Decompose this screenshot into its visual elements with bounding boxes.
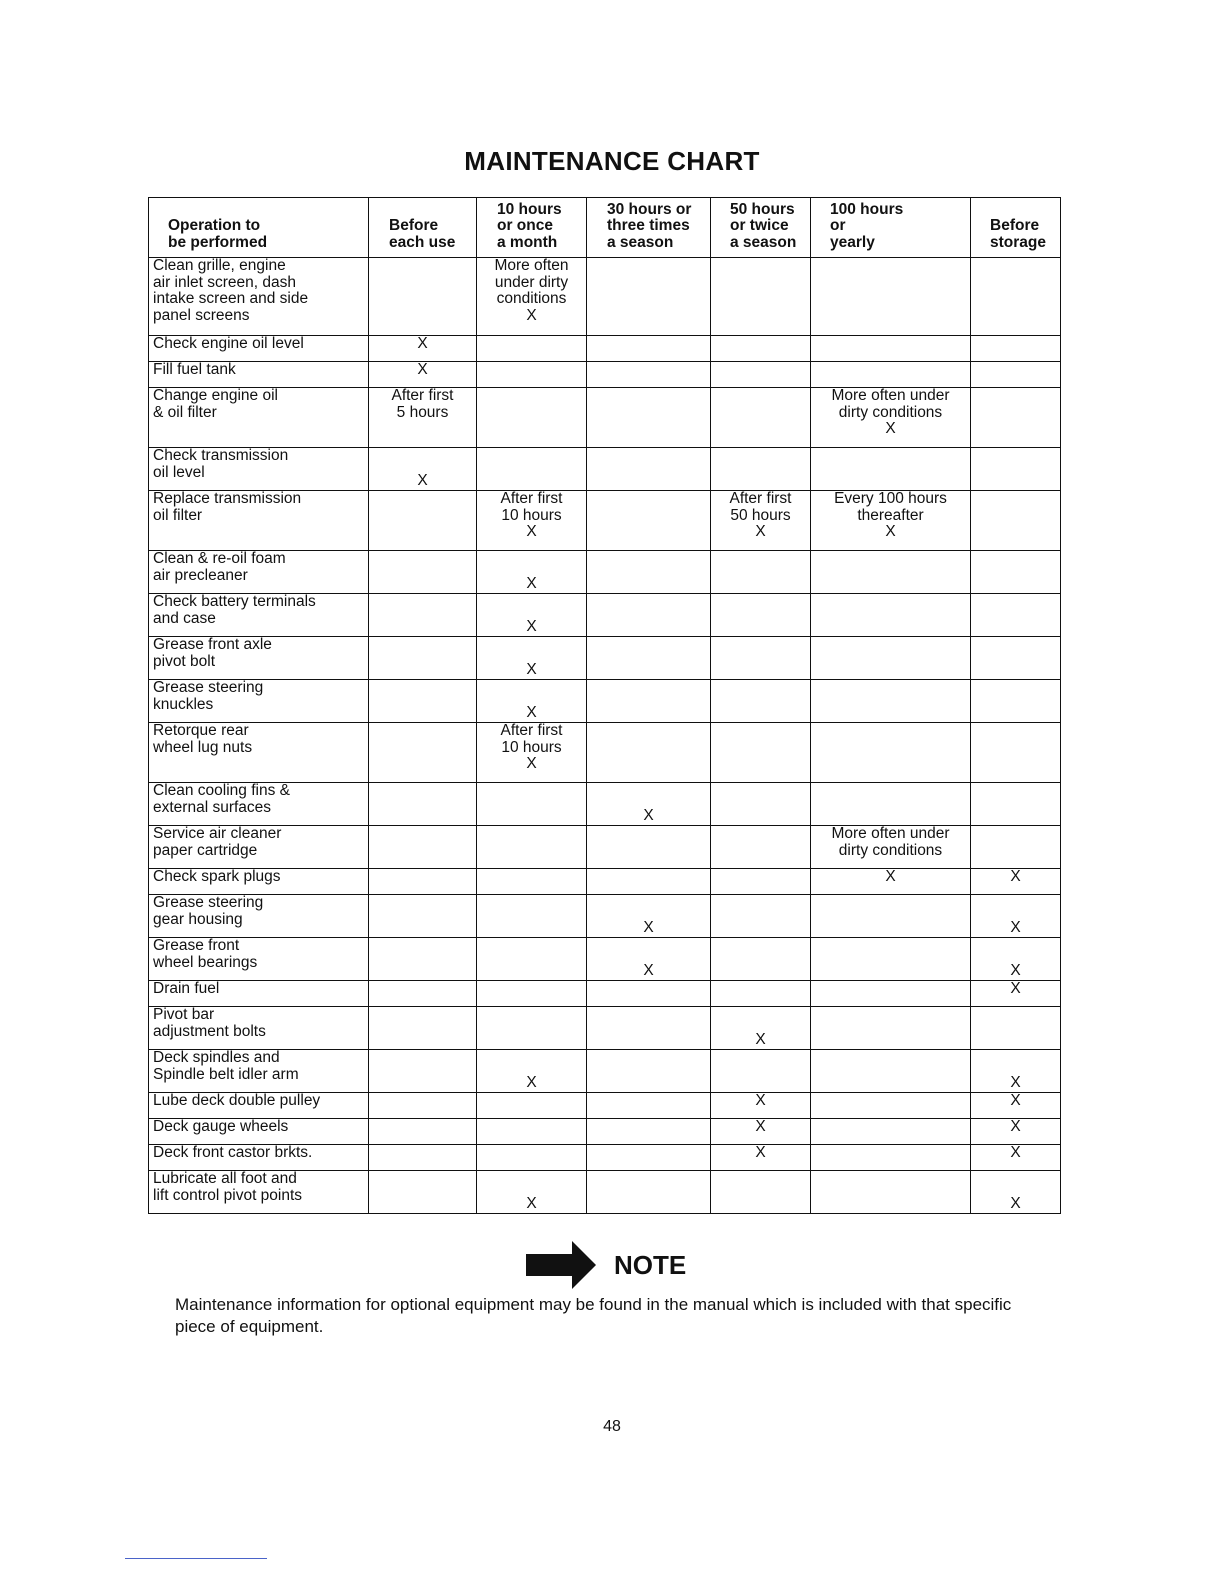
- schedule-cell: [711, 551, 811, 594]
- schedule-cell: [971, 783, 1061, 826]
- table-row: [149, 680, 1061, 723]
- table-row: [149, 826, 1061, 869]
- schedule-cell: [369, 1171, 477, 1214]
- schedule-cell: [811, 1145, 971, 1171]
- schedule-cell: [587, 551, 711, 594]
- schedule-cell: [811, 1050, 971, 1093]
- schedule-cell: [971, 637, 1061, 680]
- schedule-cell: [477, 336, 587, 362]
- schedule-cell: [811, 1171, 971, 1214]
- operation-cell: Pivot bar adjustment bolts: [149, 1007, 369, 1050]
- schedule-cell: After first 5 hours: [369, 388, 477, 448]
- table-row: [149, 895, 1061, 938]
- schedule-cell: [811, 336, 971, 362]
- schedule-cell: [971, 491, 1061, 551]
- schedule-cell: [711, 637, 811, 680]
- page-number: 48: [603, 1418, 621, 1435]
- schedule-cell: [971, 594, 1061, 637]
- table-row: [149, 1093, 1061, 1119]
- schedule-cell: [587, 637, 711, 680]
- schedule-cell: X: [477, 594, 587, 637]
- schedule-cell: [369, 783, 477, 826]
- table-row: [149, 362, 1061, 388]
- schedule-cell: X: [811, 869, 971, 895]
- schedule-cell: X: [477, 637, 587, 680]
- schedule-cell: X: [971, 895, 1061, 938]
- col-header-100-hours: 100 hours or yearly: [811, 198, 971, 258]
- operation-cell: Deck spindles and Spindle belt idler arm: [149, 1050, 369, 1093]
- schedule-cell: [477, 1145, 587, 1171]
- schedule-cell: [587, 1007, 711, 1050]
- schedule-cell: [369, 551, 477, 594]
- schedule-cell: [587, 388, 711, 448]
- schedule-cell: [971, 388, 1061, 448]
- schedule-cell: After first 10 hours X: [477, 491, 587, 551]
- table-row: [149, 1145, 1061, 1171]
- schedule-cell: [477, 938, 587, 981]
- schedule-cell: [369, 723, 477, 783]
- operation-cell: Check transmission oil level: [149, 448, 369, 491]
- schedule-cell: X: [369, 362, 477, 388]
- schedule-cell: [477, 1007, 587, 1050]
- schedule-cell: [477, 362, 587, 388]
- schedule-cell: X: [711, 1119, 811, 1145]
- note-heading: [526, 1241, 686, 1289]
- schedule-cell: [711, 1050, 811, 1093]
- operation-cell: Change engine oil & oil filter: [149, 388, 369, 448]
- schedule-cell: [811, 1093, 971, 1119]
- footer-rule: [125, 1558, 267, 1559]
- schedule-cell: [587, 680, 711, 723]
- schedule-cell: [711, 362, 811, 388]
- schedule-cell: [711, 869, 811, 895]
- table-row: [149, 551, 1061, 594]
- table-row: [149, 869, 1061, 895]
- operation-cell: Service air cleaner paper cartridge: [149, 826, 369, 869]
- schedule-cell: [369, 981, 477, 1007]
- schedule-cell: X: [971, 1050, 1061, 1093]
- schedule-cell: X: [971, 869, 1061, 895]
- table-row: [149, 723, 1061, 783]
- col-header-before-each-use: Before each use: [369, 198, 477, 258]
- schedule-cell: [811, 362, 971, 388]
- schedule-cell: [811, 594, 971, 637]
- schedule-cell: [369, 826, 477, 869]
- table-row: [149, 981, 1061, 1007]
- schedule-cell: X: [587, 895, 711, 938]
- schedule-cell: [477, 1119, 587, 1145]
- schedule-cell: [971, 336, 1061, 362]
- schedule-cell: [587, 1145, 711, 1171]
- table-row: [149, 1050, 1061, 1093]
- schedule-cell: [711, 895, 811, 938]
- schedule-cell: X: [477, 551, 587, 594]
- schedule-cell: [587, 448, 711, 491]
- operation-cell: Fill fuel tank: [149, 362, 369, 388]
- schedule-cell: [971, 448, 1061, 491]
- schedule-cell: More often under dirty conditions: [811, 826, 971, 869]
- schedule-cell: [587, 336, 711, 362]
- schedule-cell: X: [711, 1093, 811, 1119]
- table-row: [149, 491, 1061, 551]
- schedule-cell: [369, 680, 477, 723]
- schedule-cell: X: [971, 1145, 1061, 1171]
- schedule-cell: [477, 869, 587, 895]
- schedule-cell: [477, 388, 587, 448]
- schedule-cell: [369, 258, 477, 336]
- table-row: [149, 448, 1061, 491]
- schedule-cell: [971, 826, 1061, 869]
- schedule-cell: [587, 1050, 711, 1093]
- schedule-cell: Every 100 hours thereafter X: [811, 491, 971, 551]
- schedule-cell: [369, 1145, 477, 1171]
- schedule-cell: [711, 1171, 811, 1214]
- schedule-cell: After first 50 hours X: [711, 491, 811, 551]
- operation-cell: Check engine oil level: [149, 336, 369, 362]
- schedule-cell: [587, 826, 711, 869]
- schedule-cell: X: [971, 1093, 1061, 1119]
- operation-cell: Clean cooling fins & external surfaces: [149, 783, 369, 826]
- schedule-cell: [711, 388, 811, 448]
- operation-cell: Grease front wheel bearings: [149, 938, 369, 981]
- table-row: [149, 258, 1061, 336]
- schedule-cell: [811, 258, 971, 336]
- table-row: [149, 388, 1061, 448]
- operation-cell: Lubricate all foot and lift control pivot points: [149, 1171, 369, 1214]
- chart-title: MAINTENANCE CHART: [464, 146, 760, 176]
- col-header-operation: Operation to be performed: [149, 198, 369, 258]
- schedule-cell: [369, 594, 477, 637]
- schedule-cell: [587, 869, 711, 895]
- schedule-cell: X: [711, 1007, 811, 1050]
- schedule-cell: More often under dirty conditions X: [811, 388, 971, 448]
- table-row: [149, 1119, 1061, 1145]
- schedule-cell: [811, 895, 971, 938]
- schedule-cell: [369, 938, 477, 981]
- schedule-cell: [811, 637, 971, 680]
- schedule-cell: X: [971, 1119, 1061, 1145]
- schedule-cell: [587, 258, 711, 336]
- schedule-cell: X: [587, 938, 711, 981]
- schedule-cell: [369, 1119, 477, 1145]
- schedule-cell: [477, 981, 587, 1007]
- operation-cell: Lube deck double pulley: [149, 1093, 369, 1119]
- operation-cell: Clean grille, engine air inlet screen, dash intake screen and side panel screens: [149, 258, 369, 336]
- schedule-cell: [369, 869, 477, 895]
- schedule-cell: [811, 448, 971, 491]
- operation-cell: Deck gauge wheels: [149, 1119, 369, 1145]
- note-text: Maintenance information for optional equipment may be found in the manual which is included with that specific piece of equipment.: [175, 1295, 1012, 1336]
- schedule-cell: [811, 938, 971, 981]
- schedule-cell: X: [971, 1171, 1061, 1214]
- col-header-30-hours: 30 hours or three times a season: [587, 198, 711, 258]
- schedule-cell: [369, 895, 477, 938]
- schedule-cell: [477, 826, 587, 869]
- schedule-cell: [971, 680, 1061, 723]
- operation-cell: Grease steering knuckles: [149, 680, 369, 723]
- schedule-cell: [811, 1119, 971, 1145]
- schedule-cell: X: [477, 1171, 587, 1214]
- table-row: [149, 594, 1061, 637]
- schedule-cell: [811, 783, 971, 826]
- schedule-cell: [711, 258, 811, 336]
- schedule-cell: X: [369, 448, 477, 491]
- schedule-cell: [587, 1171, 711, 1214]
- operation-cell: Check battery terminals and case: [149, 594, 369, 637]
- schedule-cell: [811, 680, 971, 723]
- maintenance-table: [148, 197, 1061, 1214]
- schedule-cell: [811, 551, 971, 594]
- table-row: [149, 637, 1061, 680]
- table-row: [149, 1171, 1061, 1214]
- schedule-cell: [477, 783, 587, 826]
- schedule-cell: [811, 723, 971, 783]
- schedule-cell: [711, 826, 811, 869]
- schedule-cell: [587, 1119, 711, 1145]
- operation-cell: Clean & re-oil foam air precleaner: [149, 551, 369, 594]
- schedule-cell: X: [369, 336, 477, 362]
- operation-cell: Check spark plugs: [149, 869, 369, 895]
- schedule-cell: [477, 895, 587, 938]
- schedule-cell: [711, 783, 811, 826]
- schedule-cell: [587, 594, 711, 637]
- schedule-cell: [711, 938, 811, 981]
- col-header-50-hours: 50 hours or twice a season: [711, 198, 811, 258]
- arrow-right-icon: [526, 1241, 608, 1289]
- header-row: [149, 198, 1061, 258]
- schedule-cell: X: [587, 783, 711, 826]
- schedule-cell: X: [971, 938, 1061, 981]
- schedule-cell: After first 10 hours X: [477, 723, 587, 783]
- schedule-cell: X: [477, 1050, 587, 1093]
- table-row: [149, 783, 1061, 826]
- schedule-cell: [369, 1093, 477, 1119]
- table-row: [149, 336, 1061, 362]
- schedule-cell: [971, 258, 1061, 336]
- schedule-cell: [971, 1007, 1061, 1050]
- schedule-cell: More often under dirty conditions X: [477, 258, 587, 336]
- schedule-cell: [587, 723, 711, 783]
- schedule-cell: [711, 723, 811, 783]
- schedule-cell: X: [711, 1145, 811, 1171]
- schedule-cell: X: [971, 981, 1061, 1007]
- operation-cell: Grease front axle pivot bolt: [149, 637, 369, 680]
- schedule-cell: [477, 1093, 587, 1119]
- schedule-cell: [369, 1050, 477, 1093]
- schedule-cell: [811, 981, 971, 1007]
- col-header-before-storage: Before storage: [971, 198, 1061, 258]
- schedule-cell: [587, 491, 711, 551]
- operation-cell: Replace transmission oil filter: [149, 491, 369, 551]
- schedule-cell: [971, 551, 1061, 594]
- schedule-cell: [711, 680, 811, 723]
- schedule-cell: [811, 1007, 971, 1050]
- schedule-cell: [587, 362, 711, 388]
- schedule-cell: [711, 594, 811, 637]
- schedule-cell: [971, 362, 1061, 388]
- schedule-cell: [711, 336, 811, 362]
- schedule-cell: [369, 491, 477, 551]
- schedule-cell: [369, 637, 477, 680]
- note-label: NOTE: [614, 1249, 687, 1280]
- operation-cell: Drain fuel: [149, 981, 369, 1007]
- table-row: [149, 1007, 1061, 1050]
- operation-cell: Grease steering gear housing: [149, 895, 369, 938]
- schedule-cell: [369, 1007, 477, 1050]
- schedule-cell: [587, 1093, 711, 1119]
- table-row: [149, 938, 1061, 981]
- schedule-cell: [711, 448, 811, 491]
- schedule-cell: [711, 981, 811, 1007]
- schedule-cell: X: [477, 680, 587, 723]
- operation-cell: Retorque rear wheel lug nuts: [149, 723, 369, 783]
- col-header-10-hours: 10 hours or once a month: [477, 198, 587, 258]
- schedule-cell: [971, 723, 1061, 783]
- schedule-cell: [587, 981, 711, 1007]
- schedule-cell: [477, 448, 587, 491]
- operation-cell: Deck front castor brkts.: [149, 1145, 369, 1171]
